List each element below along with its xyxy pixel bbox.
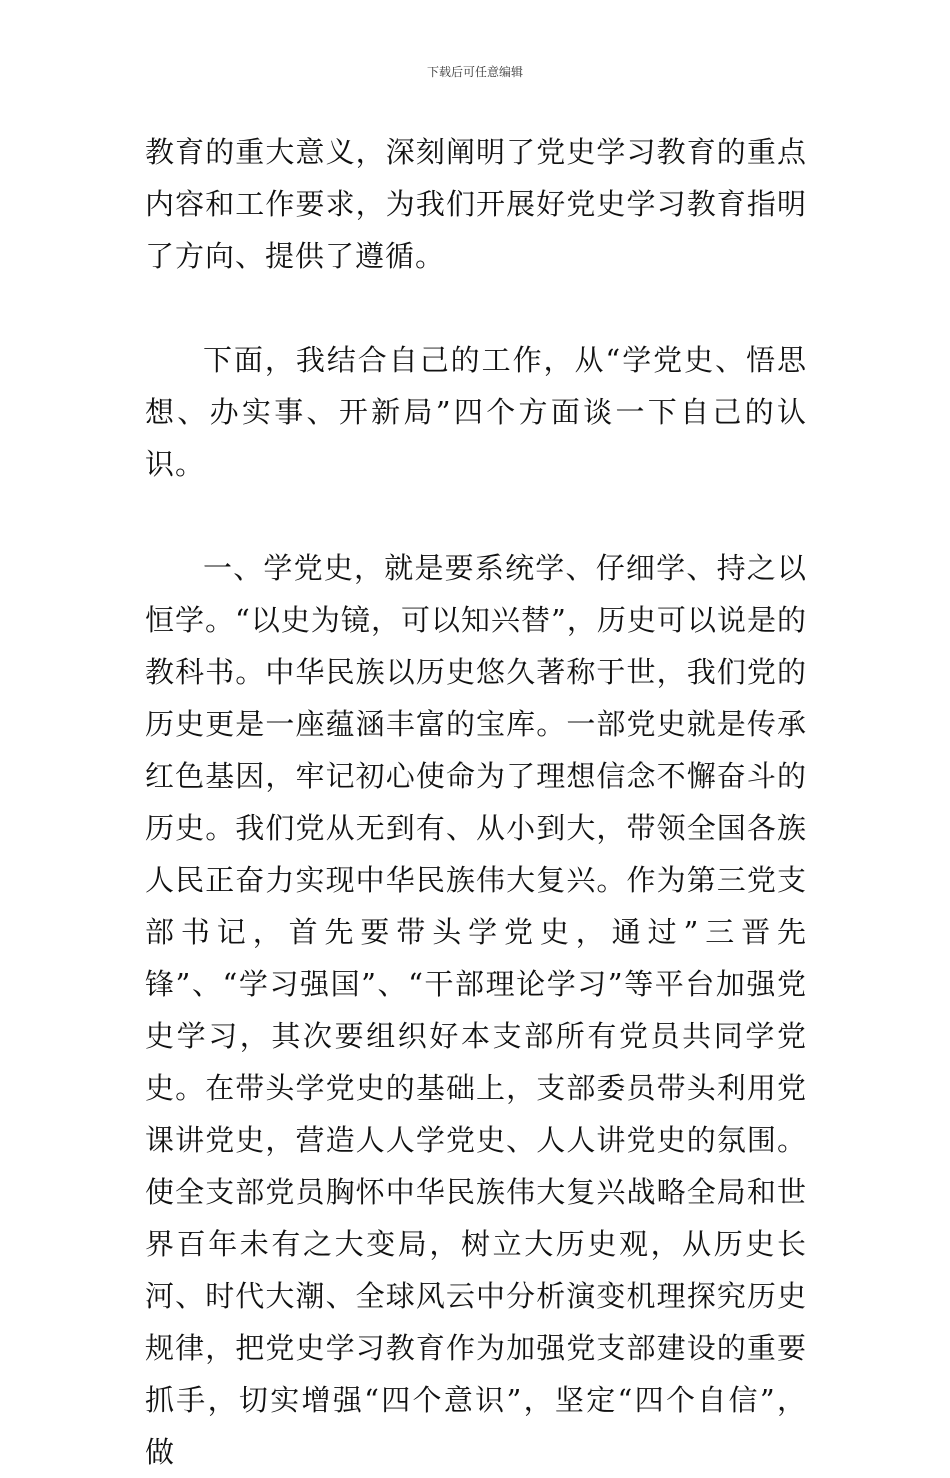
paragraph-continuation: 教育的重大意义，深刻阐明了党史学习教育的重点内容和工作要求，为我们开展好党史学习教育指明了方向、提供了遵循。: [145, 135, 807, 273]
header-note: 下载后可任意编辑: [426, 65, 523, 79]
paragraph-intro: 下面，我结合自己的工作，从“学党史、悟思想、办实事、开新局”四个方面谈一下自己的认识。: [145, 343, 807, 481]
paragraph-gap: [145, 490, 807, 542]
paragraph-gap: [145, 282, 807, 334]
body-text: [145, 126, 807, 1478]
paragraph-section-one: 一、学党史，就是要系统学、仔细学、持之以恒学。“以史为镜，可以知兴替”，历史可以说是的教科书。中华民族以历史悠久著称于世，我们党的历史更是一座蕴涵丰富的宝库。一部党史就是传承红色基因，牢记初心使命为了理想信念不懈奋斗的历史。我们党从无到有、从小到大，带领全国各族人民正奋力实现中华民族伟大复兴。作为第三党支部书记，首先要带头学党史，通过”三晋先锋”、“学习强国”、“干部理论学习”等平台加强党史学习，其次要组织好本支部所有党员共同学党史。在带头学党史的基础上，支部委员带头利用党课讲党史，营造人人学党史、人人讲党史的氛围。使全支部党员胸怀中华民族伟大复兴战略全局和世界百年未有之大变局，树立大历史观，从历史长河、时代大潮、全球风云中分析演变机理探究历史规律，把党史学习教育作为加强党支部建设的重要抓手，切实增强“四个意识”，坚定“四个自信”，做: [145, 551, 807, 1469]
